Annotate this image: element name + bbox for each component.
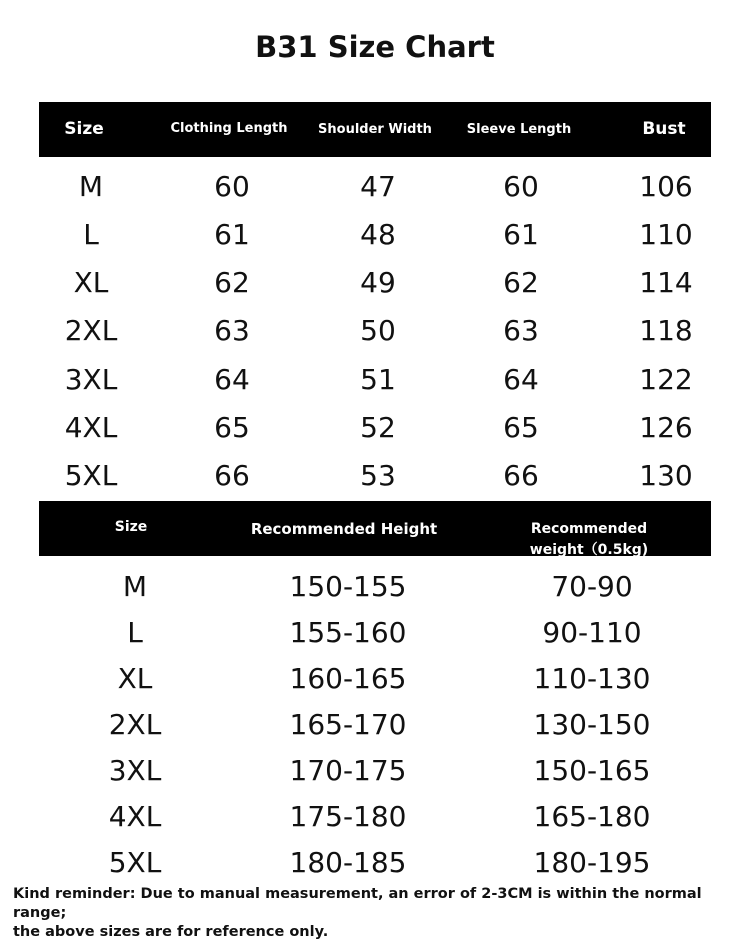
height-cell: 165-170 bbox=[289, 708, 407, 741]
clothing-length-cell: 65 bbox=[214, 411, 250, 444]
size-table-header bbox=[39, 102, 711, 157]
size-cell: L bbox=[127, 616, 143, 649]
sleeve-length-cell: 62 bbox=[503, 266, 539, 299]
clothing-length-cell: 66 bbox=[214, 459, 250, 492]
sleeve-length-cell: 65 bbox=[503, 411, 539, 444]
header-size: Size bbox=[64, 119, 104, 139]
height-cell: 155-160 bbox=[289, 616, 407, 649]
bust-cell: 114 bbox=[639, 266, 693, 299]
height-cell: 170-175 bbox=[289, 754, 407, 787]
header-size: Size bbox=[114, 519, 148, 535]
shoulder-width-cell: 47 bbox=[360, 170, 396, 203]
sleeve-length-cell: 61 bbox=[503, 218, 539, 251]
shoulder-width-cell: 52 bbox=[360, 411, 396, 444]
clothing-length-cell: 62 bbox=[214, 266, 250, 299]
clothing-length-cell: 64 bbox=[214, 363, 250, 396]
weight-cell: 180-195 bbox=[533, 846, 651, 879]
weight-cell: 130-150 bbox=[533, 708, 651, 741]
height-cell: 180-185 bbox=[289, 846, 407, 879]
height-cell: 160-165 bbox=[289, 662, 407, 695]
clothing-length-cell: 63 bbox=[214, 314, 250, 347]
header-bust: Bust bbox=[642, 119, 686, 139]
size-cell: XL bbox=[117, 662, 153, 695]
shoulder-width-cell: 51 bbox=[360, 363, 396, 396]
bust-cell: 106 bbox=[639, 170, 693, 203]
weight-cell: 165-180 bbox=[533, 800, 651, 833]
height-cell: 150-155 bbox=[289, 570, 407, 603]
height-cell: 175-180 bbox=[289, 800, 407, 833]
size-cell: 4XL bbox=[64, 411, 118, 444]
bust-cell: 126 bbox=[639, 411, 693, 444]
weight-cell: 110-130 bbox=[533, 662, 651, 695]
sleeve-length-cell: 60 bbox=[503, 170, 539, 203]
weight-cell: 70-90 bbox=[551, 570, 633, 603]
recommendation-table-header bbox=[39, 501, 711, 556]
sleeve-length-cell: 64 bbox=[503, 363, 539, 396]
size-cell: 2XL bbox=[64, 314, 118, 347]
size-cell: M bbox=[78, 170, 104, 203]
size-cell: 3XL bbox=[108, 754, 162, 787]
reminder-line-1: Kind reminder: Due to manual measurement, an error of 2-3CM is within the normal range; bbox=[13, 886, 702, 921]
reminder-line-2: the above sizes are for reference only. bbox=[13, 924, 329, 940]
weight-cell: 150-165 bbox=[533, 754, 651, 787]
shoulder-width-cell: 48 bbox=[360, 218, 396, 251]
size-cell: 4XL bbox=[108, 800, 162, 833]
bust-cell: 122 bbox=[639, 363, 693, 396]
clothing-length-cell: 61 bbox=[214, 218, 250, 251]
header-recommended-weight-line1: Recommended bbox=[530, 521, 648, 537]
clothing-length-cell: 60 bbox=[214, 170, 250, 203]
size-cell: M bbox=[122, 570, 148, 603]
size-cell: L bbox=[83, 218, 99, 251]
header-recommended-height: Recommended Height bbox=[250, 520, 438, 538]
weight-cell: 90-110 bbox=[542, 616, 642, 649]
header-sleeve-length: Sleeve Length bbox=[466, 122, 572, 137]
sleeve-length-cell: 63 bbox=[503, 314, 539, 347]
page-title: B31 Size Chart bbox=[255, 30, 495, 64]
header-recommended-weight-line2: weight（0.5kg) bbox=[529, 542, 649, 558]
shoulder-width-cell: 53 bbox=[360, 459, 396, 492]
measurement-reminder bbox=[13, 885, 743, 942]
size-cell: 2XL bbox=[108, 708, 162, 741]
size-cell: 3XL bbox=[64, 363, 118, 396]
size-cell: 5XL bbox=[108, 846, 162, 879]
header-shoulder-width: Shoulder Width bbox=[318, 122, 432, 137]
size-cell: 5XL bbox=[64, 459, 118, 492]
bust-cell: 110 bbox=[639, 218, 693, 251]
sleeve-length-cell: 66 bbox=[503, 459, 539, 492]
header-clothing-length: Clothing Length bbox=[170, 121, 288, 136]
shoulder-width-cell: 49 bbox=[360, 266, 396, 299]
size-cell: XL bbox=[73, 266, 109, 299]
shoulder-width-cell: 50 bbox=[360, 314, 396, 347]
bust-cell: 130 bbox=[639, 459, 693, 492]
bust-cell: 118 bbox=[639, 314, 693, 347]
